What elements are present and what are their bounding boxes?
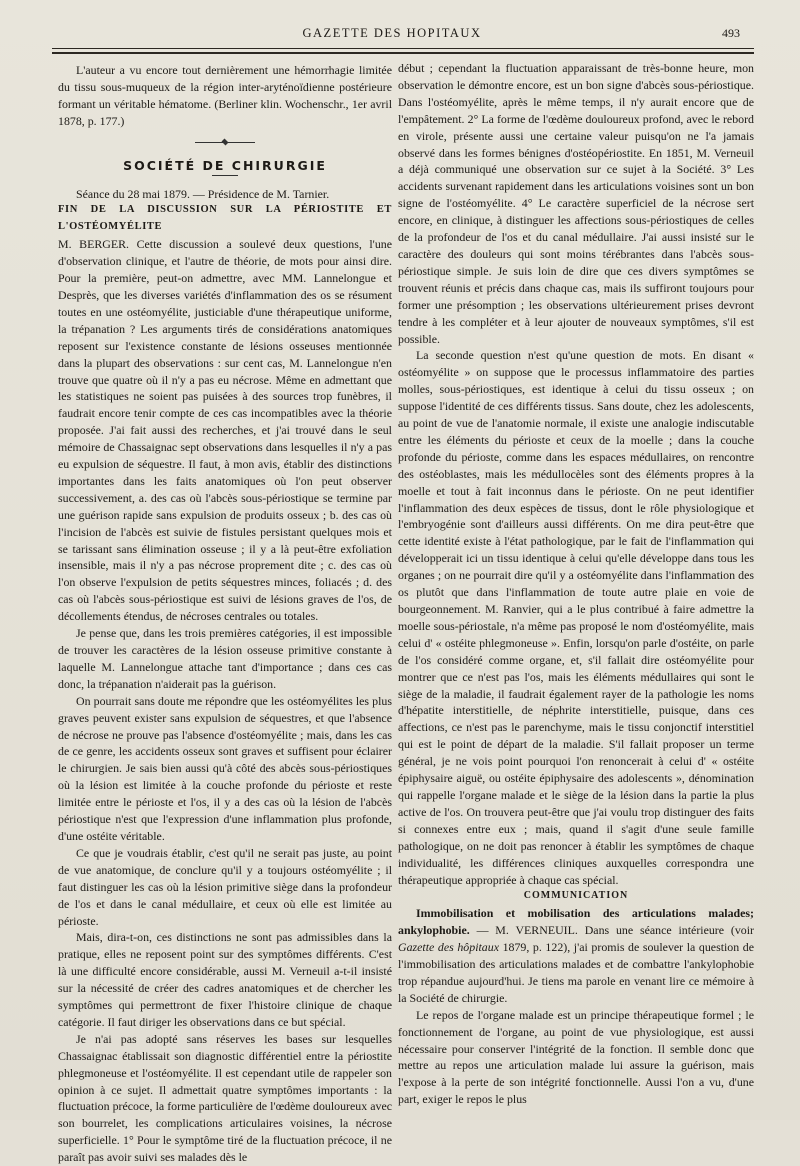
journal-title: GAZETTE DES HOPITAUX [302, 26, 482, 40]
meeting-line: Séance du 28 mai 1879. — Présidence de M. Tarnier. [76, 186, 330, 201]
paragraph-4: Ce que je voudrais établir, c'est qu'il ne serait pas juste, au point de vue anatomique, de conclure qu'il y a toujours ostéomyélite ; il faut distinguer les cas où la lésion primitive siège dans la profondeur de l'os et dans le canal médullaire, et ceux où elle est limitée au périoste. [58, 845, 392, 928]
section-title: SOCIÉTÉ DE CHIRURGIE [123, 157, 327, 173]
journal-reference: Gazette des hôpitaux [398, 940, 499, 955]
left-column [58, 62, 392, 1166]
discussion-subhead: FIN DE LA DISCUSSION SUR LA PÉRIOSTITE ET L'OSTÉOMYÉLITE [58, 204, 392, 233]
page-header [44, 24, 740, 46]
paragraph-3: On pourrait sans doute me répondre que les ostéomyélites les plus graves peuvent exister sans expulsion de séquestres, et que l'absence de nécrose ne prouve pas l'absence d'ostéomyélite ; mais, dans les cas de ce genre, les accidents osseux sont graves et suffisent pour éclairer le chirurgien. Je sais bien aussi qu'à côté des abcès sous-périostiques où la lésion est limitée à la couche profonde du périoste et reste limitée entre le périoste et l'os, il y a des cas où la lésion de l'abcès périostique n'est que l'expression d'une inflammation plus profonde, d'une ostéite véritable. [58, 693, 392, 843]
section-rule [212, 175, 238, 176]
speaker-berger: M. BERGER. [58, 237, 130, 252]
right-paragraph-1: début ; cependant la fluctuation apparaissant de très-bonne heure, mon observation le démontre encore, est un bon signe d'abcès sous-périostique. Dans l'ostéomyélite, après le même temps, il n'y aurait encore que de l'empâtement. 2° La forme de l'œdème douloureux profond, avec le rebord en virole, présente aussi une certaine valeur puisqu'on ne l'a jamais observé dans les formes bénignes d'ostéopériostite. En 1851, M. Verneuil a déjà communiqué une observation sur ce sujet à la Société. 3° Les accidents survenant rapidement dans les articulations voisines sont un bon signe de l'ostéomyélite. 4° Le caractère superficiel de la nécrose sert encore, en clinique, à distinguer les affections sous-périostiques de celles de la profondeur de l'os et du canal médullaire. J'ai aussi insisté sur le caractère des douleurs qui sont moins térébrantes dans l'abcès sous-périostique simple. Je suis loin de dire que ces divers symptômes se trouvent réunis et précis dans chaque cas, mais ils suffiront toujours pour former une présomption ; les observations ultérieurement prises devront tendre à les compléter et à leur ajouter de nouveaux symptômes, s'il est possible. [398, 61, 754, 346]
communication-paragraph-1 [398, 905, 754, 1006]
right-column [398, 60, 754, 1108]
paragraph-berger [58, 236, 392, 625]
communication-heading: Immobilisation et mobilisation des articulations malades; ankylophobie. [398, 906, 754, 938]
header-rule-thick [52, 52, 754, 54]
ornamental-separator [195, 140, 255, 146]
page-number: 493 [722, 26, 740, 40]
right-paragraph-2: La seconde question n'est qu'une question de mots. En disant « ostéomyélite » on suppose que le processus inflammatoire des parties molles, sous-périostiques, est identique à celui du tissu osseux ; on suppose l'identité de ces différents tissus. Sans doute, chez les adolescents, au point de vue de l'anatomie normale, il existe une analogie indiscutable entre les éléments du périoste et ceux de la moelle ; dans la couche profonde du périoste, comme dans les espaces médullaires, on rencontre des ostéoblastes, mais les médullocèles sont des éléments propres à la moelle et tout à fait inconnus dans le périoste. On ne peut identifier l'inflammation des deux espèces de tissus, dont le rôle physiologique et l'embryogénie sont d'ailleurs aussi différents. On me dira peut-être que cette identité existe à l'état pathologique, par le fait de l'inflammation qui développerait ici un tissu identique à celui qu'elle développe dans tous les organes ; on ne pourrait dire qu'il y a ostéomyélite dans l'inflammation des os plutôt que dans l'inflammation de toute autre plaie en voie de bourgeonnement. M. Ranvier, qui a le plus contribué à faire admettre la moelle sous-périostale, n'a même pas proposé le nom d'ostéomyélite, mais celui d' « ostéite phlegmoneuse ». Enfin, lorsqu'on parle d'ostéite, on parle de l'os considéré comme organe, et, s'il fallait dire ostéomyélite pour montrer que ce n'est pas l'os, mais les éléments médullaires qui sont le siège de la maladie, il faudrait également rayer de la pathologie les noms d'hépatite interstitielle, de néphrite interstitielle, puisque, dans ces affections, ce n'est pas le parenchyme, mais le tissu conjonctif interstitiel qui est le point de départ de la maladie. S'il fallait proposer un terme général, je ne vois point pourquoi l'on renoncerait à celui d' « ostéite épiphysaire aiguë, ou ostéite épiphysaire des adolescents », dénomination qui rappelle l'organe malade et le siège de la lésion dans la partie la plus active de l'os. On trouvera peut-être que j'ai voulu trop distinguer des faits si connexes entre eux ; mais, quand il s'agit d'une seule famille pathologique, on ne doit pas renoncer à établir les symptômes de chaque individualité, les différences cliniques auxquelles correspondra une thérapeutique appropriée à chaque cas spécial. [398, 348, 754, 887]
intro-paragraph: L'auteur a vu encore tout dernièrement une hémorrhagie limitée du tissu sous-muqueux de la région inter-aryténoïdienne postérieure formant un véritable hématome. (Berliner klin. Wochenschr., 1er avril 1878, p. 177.) [58, 63, 392, 128]
speaker-verneuil: — M. VERNEUIL. [476, 923, 578, 938]
paragraph-6: Je n'ai pas adopté sans réserves les bases sur lesquelles Chassaignac établissait son diagnostic différentiel entre la périostite phlegmoneuse et l'ostéomyélite. Il est cependant utile de rappeler son opinion à ce sujet. Il admettait quatre symptômes importants : la fluctuation précoce, la forme particulière de l'œdème douloureux avec son bourrelet, les complications articulaires voisines, la nécrose superficielle. 1° Pour le symptôme tiré de la fluctuation précoce, il ne paraît pas avoir suivi ses malades dès le [58, 1031, 392, 1165]
paragraph-5: Mais, dira-t-on, ces distinctions ne sont pas admissibles dans la pratique, elles ne reposent point sur des symptômes différents. C'est là une difficulté encore considérable, aussi M. Verneuil a-t-il insisté sur la nécessité de créer des cadres anatomiques et de chercher les symptômes qui permettront de fixer l'histoire clinique de chaque catégorie. Il faut diriger les observations dans ce but spécial. [58, 930, 392, 1029]
communication-text-b: 1879, p. 122), j'ai promis de soulever la question de l'immobilisation des articulations malades et de combattre l'ankylophobie trop répandue aujourd'hui. Je tiens ma parole en venant lire ce mémoire à la Société de chirurgie. [398, 940, 755, 1005]
header-rule-thin [52, 48, 754, 49]
communication-title: COMMUNICATION [523, 890, 629, 902]
communication-text-a: Dans une séance intérieure (voir [577, 923, 754, 938]
paragraph-berger-text: Cette discussion a soulevé deux questions, l'une d'observation clinique, et l'autre de théorie, de mots pour ainsi dire. Pour la première, peut-on admettre, avec MM. Lannelongue et Desprès, que les diverses variétés d'inflammation des os se résument toutes en une ostéomyélite, justiciable d'une thérapeutique uniforme, la trépanation ? Les arguments tirés de considérations anatomiques reposent sur l'existence constante de lésions osseuses mentionnée dans la plupart des observations : sur cent cas, M. Lannelongue n'en trouve que quatre où il n'y a pas eu nécrose. Même en admettant que les statistiques ne soient pas puisées à des sources trop funèbres, il faudrait encore tenir compte de ces cas incompatibles avec la théorie proposée. J'ai fait aussi des recherches, et j'ai trouvé dans le seul mémoire de Chassaignac sept observations dans lesquelles il n'y a pas eu expulsion de séquestre. Il faut, à mon avis, établir des distinctions importantes dans les faits anatomiques où l'on peut observer successivement, a. des cas où l'abcès sous-périostique se termine par une guérison rapide sans expulsion de produits osseux ; b. des cas où l'incision de l'abcès est suivie de fistules persistant quelques mois et se tarissant sans élimination osseuse ; il y a là peut-être exfoliation insensible, mais il n'y a pas nécrose proprement dite ; c. des cas où l'on observe l'expulsion de petits séquestres minces, foliacés ; d. des cas où l'abcès sous-périostique est suivi de lésions graves de l'os, de décollements étendus, de nécroses centrales ou totales. [58, 237, 392, 624]
communication-paragraph-2: Le repos de l'organe malade est un principe thérapeutique formel ; le fonctionnement de l'organe, au point de vue physiologique, est aussi nécessaire pour conserver l'intégrité de la fonction. Il semble donc que mettre au repos une articulation malade lui assure la guérison, mais l'expose à la perte de son intégrité fonctionnelle. Aussi l'on a vu, d'une part, exiger le repos le plus [398, 1007, 754, 1107]
paragraph-2: Je pense que, dans les trois premières catégories, il est impossible de trouver les caractères de la lésion osseuse primitive constante à laquelle M. Lannelongue attache tant d'importance ; dans ces cas donc, la trépanation n'aiderait pas la guérison. [58, 626, 392, 691]
